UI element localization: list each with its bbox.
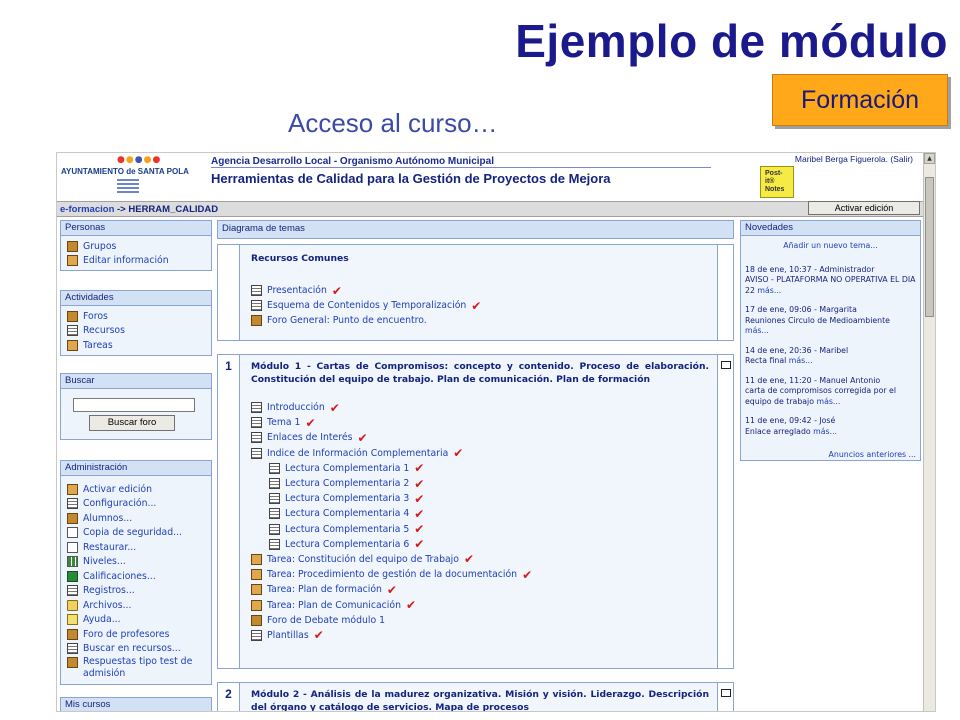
resource-icon: [251, 630, 262, 641]
topic1-item-plantillas[interactable]: [251, 628, 709, 643]
news-header: 17 de ene, 09:06 - Margarita: [745, 305, 857, 314]
admin-item-configuracion[interactable]: [67, 497, 211, 512]
sidebar-item-editar-informacion[interactable]: [67, 254, 211, 269]
check-icon: ✔: [471, 298, 482, 313]
news-more-link[interactable]: más...: [816, 396, 841, 406]
logo-dots-icon: ●●●●●: [117, 155, 162, 165]
news-item[interactable]: [741, 416, 920, 437]
scroll-thumb[interactable]: [925, 177, 934, 317]
administracion-title: Administración: [61, 461, 211, 476]
mis-cursos-block: [60, 697, 212, 712]
admin-item-archivos[interactable]: [67, 598, 211, 613]
topic1-item-lectura-5[interactable]: [251, 522, 709, 537]
show-only-topic-icon[interactable]: [721, 689, 731, 697]
check-icon: ✔: [414, 506, 425, 521]
older-news-link[interactable]: Anuncios anteriores ...: [828, 450, 916, 459]
admin-item-foro-profesores[interactable]: [67, 627, 211, 642]
slide-title: Ejemplo de módulo: [515, 15, 948, 67]
scroll-up-icon[interactable]: ▲: [924, 153, 935, 164]
forum-icon: [67, 311, 78, 322]
topic1-item-enlaces[interactable]: [251, 430, 709, 445]
teachers-forum-icon: [67, 629, 78, 640]
check-icon: ✔: [329, 400, 340, 415]
news-text: Enlace arreglado: [745, 426, 811, 436]
logo-waves-icon: [117, 179, 139, 193]
topic1-item-lectura-3[interactable]: [251, 491, 709, 506]
topic-side: [717, 355, 733, 668]
help-icon: [67, 614, 78, 625]
resource-label: Enlaces de Interés: [267, 432, 353, 444]
check-icon: ✔: [453, 446, 464, 461]
check-icon: ✔: [463, 552, 475, 567]
topic1-item-tarea-comunicacion[interactable]: [251, 597, 709, 612]
topic-number: 1: [218, 355, 240, 668]
news-item[interactable]: [741, 305, 920, 337]
resource-item-esquema[interactable]: [251, 298, 709, 313]
resource-label: Presentación: [267, 285, 327, 297]
news-text: Reuniones Circulo de Medioambiente: [745, 315, 890, 325]
sidebar-item-recursos[interactable]: [67, 324, 211, 339]
resource-icon: [269, 539, 280, 550]
restore-icon: [67, 542, 78, 553]
admin-item-label: Respuestas tipo test de admisión: [83, 656, 193, 679]
resource-label: Lectura Complementaria 2: [285, 478, 410, 490]
buscar-block: [60, 373, 212, 440]
check-icon: ✔: [313, 628, 324, 643]
moodle-screenshot: [56, 152, 936, 712]
resource-label: Tarea: Constitución del equipo de Trabajo: [267, 553, 459, 565]
topic1-item-foro-debate[interactable]: [251, 613, 709, 628]
header-divider: [211, 167, 711, 168]
novedades-title: Novedades: [741, 221, 920, 236]
topic1-item-introduccion[interactable]: [251, 400, 709, 415]
buscar-title: Buscar: [61, 374, 211, 389]
resource-label: Indice de Información Complementaria: [267, 447, 449, 459]
admin-item-copia-seguridad[interactable]: [67, 526, 211, 541]
check-icon: ✔: [357, 430, 368, 445]
actividades-block: [60, 290, 212, 356]
topic1-item-tarea-documentacion[interactable]: [251, 567, 709, 582]
group-icon: [67, 241, 78, 252]
resource-label: Tema 1: [267, 417, 301, 429]
add-topic-link[interactable]: Añadir un nuevo tema...: [783, 241, 878, 250]
news-item[interactable]: [741, 376, 920, 408]
news-text: AVISO - PLATAFORMA NO OPERATIVA EL DIA 22: [745, 275, 916, 295]
breadcrumb-current: HERRAM_CALIDAD: [128, 204, 219, 215]
organization-name: Agencia Desarrollo Local - Organismo Autónomo Municipal: [211, 156, 494, 167]
sidebar-item-label: Foros: [83, 310, 108, 322]
resource-label: Lectura Complementaria 1: [285, 462, 410, 474]
actividades-title: Actividades: [61, 291, 211, 306]
check-icon: ✔: [522, 567, 533, 582]
sidebar-item-grupos[interactable]: [67, 239, 211, 254]
admin-item-registros[interactable]: [67, 584, 211, 599]
news-more-link[interactable]: más...: [757, 285, 782, 295]
forum-icon: [251, 315, 262, 326]
news-header: 11 de ene, 11:20 - Manuel Antonio: [745, 375, 881, 385]
resource-icon: [269, 524, 280, 535]
topics-diagram-header: [217, 220, 734, 239]
admin-item-label: Registros...: [83, 585, 135, 597]
resource-item-presentacion[interactable]: [251, 283, 709, 298]
resource-label: Tarea: Plan de Comunicación: [267, 599, 401, 611]
topic1-item-lectura-1[interactable]: [251, 461, 709, 476]
topic1-item-lectura-6[interactable]: [251, 537, 709, 552]
news-header: 11 de ene, 09:42 - José: [745, 416, 836, 425]
edit-profile-icon: [67, 255, 78, 266]
resource-label: Lectura Complementaria 5: [285, 523, 410, 535]
course-header: [57, 153, 923, 201]
personas-title: Personas: [61, 221, 211, 236]
sidebar-item-label: Editar información: [83, 255, 169, 267]
sidebar-item-label: Tareas: [83, 339, 113, 351]
check-icon: ✔: [414, 537, 425, 552]
sidebar-item-foros[interactable]: [67, 309, 211, 324]
topic1-item-lectura-2[interactable]: [251, 476, 709, 491]
resource-icon: [269, 508, 280, 519]
personas-block: [60, 220, 212, 271]
activate-edit-button[interactable]: Activar edición: [808, 201, 920, 215]
grades-icon: [67, 571, 78, 582]
check-icon: ✔: [305, 415, 316, 430]
admin-item-niveles[interactable]: [67, 555, 211, 570]
admin-item-label: Activar edición: [83, 483, 152, 495]
resource-icon: [251, 285, 262, 296]
postit-notes-icon[interactable]: Post-it® Notes: [760, 166, 794, 198]
topic-number: 2: [218, 683, 240, 712]
novedades-block: [740, 220, 921, 461]
resource-label: Tarea: Plan de formación: [267, 584, 382, 596]
admin-item-label: Ayuda...: [83, 614, 121, 626]
check-icon: ✔: [414, 476, 425, 491]
check-icon: ✔: [405, 598, 417, 613]
breadcrumb-home-link[interactable]: e-formacion: [60, 204, 115, 215]
backup-icon: [67, 527, 78, 538]
resource-label: Foro de Debate módulo 1: [267, 614, 386, 626]
administracion-block: [60, 460, 212, 685]
resource-icon: [269, 493, 280, 504]
santa-pola-logo: [61, 155, 191, 199]
search-resources-icon: [67, 643, 78, 654]
resource-label: Tarea: Procedimiento de gestión de la documentación: [267, 569, 518, 581]
show-only-topic-icon[interactable]: [721, 361, 731, 369]
topic-side: [717, 245, 733, 340]
admin-item-label: Configuración...: [83, 498, 157, 510]
resource-icon: [251, 432, 262, 443]
forum-icon: [251, 615, 262, 626]
topic-number: [218, 245, 240, 340]
admin-item-respuestas-test[interactable]: [67, 656, 195, 680]
students-icon: [67, 513, 78, 524]
topic-general: [217, 244, 734, 341]
course-title: Herramientas de Calidad para la Gestión de Proyectos de Mejora: [211, 171, 611, 186]
search-forum-button[interactable]: Buscar foro: [89, 415, 175, 431]
assignment-icon: [251, 569, 262, 580]
breadcrumb: [60, 204, 218, 215]
news-item[interactable]: [741, 346, 920, 367]
assignment-icon: [67, 340, 78, 351]
admin-item-calificaciones[interactable]: [67, 569, 211, 584]
admin-item-label: Buscar en recursos...: [83, 643, 181, 655]
assignment-icon: [251, 584, 262, 595]
slide-subtitle: Acceso al curso…: [288, 108, 498, 138]
admin-item-buscar-recursos[interactable]: [67, 642, 211, 657]
check-icon: ✔: [414, 491, 425, 506]
topic-title: Módulo 1 - Cartas de Compromisos: concepto y contenido. Proceso de elaboración. Constitución del equipo de trabajo. Plan de comunicación. Plan de formación: [251, 361, 709, 385]
check-icon: ✔: [414, 522, 425, 537]
topic1-item-tarea-formacion[interactable]: [251, 582, 709, 597]
admin-item-label: Niveles...: [83, 556, 126, 568]
topic1-item-tema1[interactable]: [251, 415, 709, 430]
resource-label: Lectura Complementaria 6: [285, 538, 410, 550]
vertical-scrollbar[interactable]: [923, 153, 935, 712]
news-more-link[interactable]: más...: [813, 426, 838, 436]
topic1-item-tarea-equipo[interactable]: [251, 552, 709, 567]
admin-item-alumnos[interactable]: [67, 511, 211, 526]
resource-label: Lectura Complementaria 4: [285, 508, 410, 520]
topic1-item-lectura-4[interactable]: [251, 506, 709, 521]
resource-item-foro-general[interactable]: [251, 313, 709, 328]
admin-item-label: Copia de seguridad...: [83, 527, 183, 539]
sidebar-item-tareas[interactable]: [67, 338, 211, 353]
resource-label: Plantillas: [267, 629, 309, 641]
check-icon: ✔: [331, 283, 342, 298]
news-header: 14 de ene, 20:36 - Maribel: [745, 345, 849, 355]
search-input[interactable]: [73, 398, 195, 412]
check-icon: ✔: [386, 582, 397, 597]
resource-icon: [269, 463, 280, 474]
admin-item-activar-edicion[interactable]: [67, 482, 211, 497]
logs-icon: [67, 585, 78, 596]
resource-icon: [67, 325, 78, 336]
news-text: carta de compromisos corregida por el equipo de trabajo: [745, 386, 896, 406]
quiz-icon: [67, 657, 78, 668]
admin-item-label: Foro de profesores: [83, 628, 170, 640]
topic-title: Módulo 2 - Análisis de la madurez organizativa. Misión y visión. Liderazgo. Descripción del órgano y catálogo de servicios. Mapa de procesos: [251, 689, 709, 712]
assignment-icon: [251, 600, 262, 611]
topic-side: [717, 683, 733, 712]
topic-title: Recursos Comunes: [251, 253, 349, 264]
folder-icon: [67, 600, 78, 611]
breadcrumb-separator: ->: [117, 204, 126, 215]
resource-label: Foro General: Punto de encuentro.: [267, 315, 427, 327]
pencil-icon: [67, 484, 78, 495]
resource-label: Esquema de Contenidos y Temporalización: [267, 300, 467, 312]
admin-item-label: Calificaciones...: [83, 570, 156, 582]
news-text: Recta final: [745, 356, 787, 365]
news-item[interactable]: [741, 265, 920, 297]
admin-item-label: Alumnos...: [83, 512, 133, 524]
news-more-link[interactable]: más...: [788, 356, 813, 365]
breadcrumb-bar: [57, 201, 923, 217]
resource-icon: [251, 417, 262, 428]
sidebar-item-label: Recursos: [83, 325, 125, 337]
assignment-icon: [251, 554, 262, 565]
topic1-item-indice[interactable]: [251, 446, 709, 461]
topics-title: Diagrama de temas: [218, 221, 733, 238]
settings-icon: [67, 498, 78, 509]
resource-icon: [269, 478, 280, 489]
check-icon: ✔: [414, 461, 425, 476]
resource-label: Introducción: [267, 402, 325, 414]
logo-text: AYUNTAMIENTO de SANTA POLA: [61, 167, 189, 176]
levels-icon: [67, 556, 78, 567]
formacion-badge: Formación: [772, 74, 948, 126]
news-more-link[interactable]: más...: [745, 326, 769, 335]
topic-2: [217, 682, 734, 712]
user-logout-link[interactable]: Maribel Berga Figuerola. (Salir): [794, 154, 913, 164]
resource-label: Lectura Complementaria 3: [285, 493, 410, 505]
resource-icon: [251, 402, 262, 413]
admin-item-label: Archivos...: [83, 599, 132, 611]
resource-icon: [251, 448, 262, 459]
topic-1: [217, 354, 734, 669]
resource-icon: [251, 300, 262, 311]
news-header: 18 de ene, 10:37 - Administrador: [745, 264, 875, 274]
mis-cursos-title: Mis cursos: [61, 698, 211, 712]
sidebar-item-label: Grupos: [83, 240, 117, 252]
admin-item-restaurar[interactable]: [67, 540, 211, 555]
admin-item-ayuda[interactable]: [67, 613, 211, 628]
admin-item-label: Restaurar...: [83, 541, 137, 553]
